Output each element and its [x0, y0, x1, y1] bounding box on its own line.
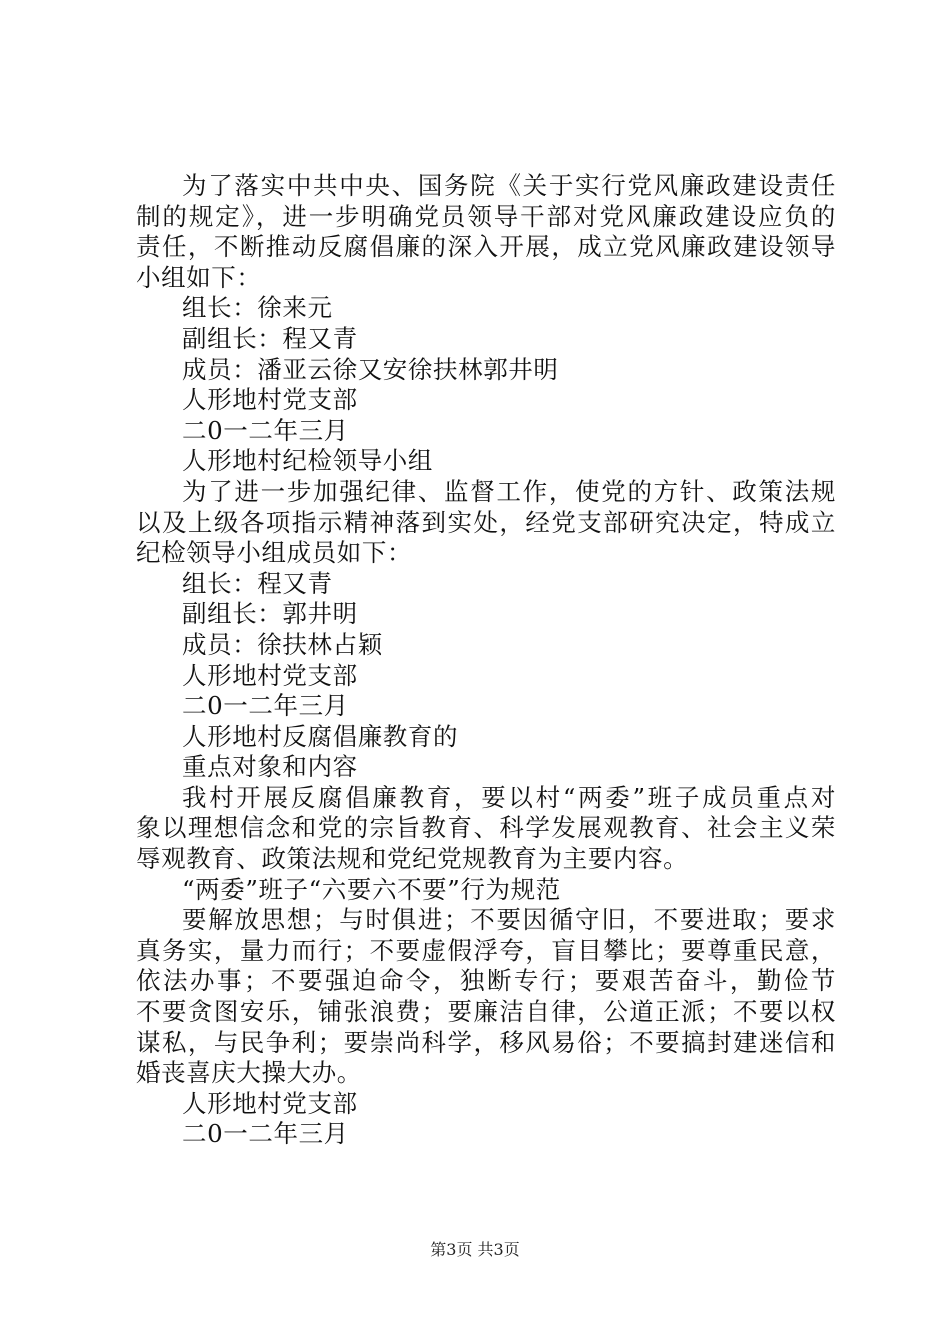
- text-line: 以及上级各项指示精神落到实处，经党支部研究决定，特成立: [136, 507, 836, 537]
- page-footer: 第3页 共3页: [430, 1240, 520, 1259]
- text-line: 组长：程又青: [182, 568, 333, 598]
- text-line: 制的规定》，进一步明确党员领导干部对党风廉政建设应负的: [136, 201, 836, 231]
- text-line: 二0一二年三月: [182, 1119, 349, 1149]
- text-line: 副组长：程又青: [182, 323, 358, 353]
- text-line: 我村开展反腐倡廉教育，要以村“两委”班子成员重点对: [182, 782, 836, 812]
- text-line: 二0一二年三月: [182, 415, 349, 445]
- text-line: 婚丧喜庆大操大办。: [136, 1058, 362, 1088]
- text-line: 象以理想信念和党的宗旨教育、科学发展观教育、社会主义荣: [136, 813, 836, 843]
- text-line: 人形地村反腐倡廉教育的: [182, 721, 459, 751]
- text-line: 二0一二年三月: [182, 691, 349, 721]
- text-line: 人形地村党支部: [182, 385, 358, 415]
- text-line: 重点对象和内容: [182, 752, 358, 782]
- text-line: 副组长：郭井明: [182, 599, 358, 629]
- text-line: 为了落实中共中央、国务院《关于实行党风廉政建设责任: [182, 171, 836, 200]
- text-line: 纪检领导小组成员如下：: [136, 538, 413, 568]
- text-line: 辱观教育、政策法规和党纪党规教育为主要内容。: [136, 844, 689, 874]
- text-line: 责任，不断推动反腐倡廉的深入开展，成立党风廉政建设领导: [136, 232, 836, 262]
- text-line: 为了进一步加强纪律、监督工作，使党的方针、政策法规: [182, 476, 836, 506]
- text-line: 小组如下：: [136, 262, 262, 292]
- text-line: 人形地村党支部: [182, 660, 358, 690]
- text-line: 要解放思想；与时俱进；不要因循守旧，不要进取；要求: [182, 905, 836, 935]
- text-line: “两委”班子“六要六不要”行为规范: [182, 874, 561, 904]
- text-line: 成员：徐扶林占颖: [182, 629, 383, 659]
- text-line: 谋私，与民争利；要崇尚科学，移风易俗；不要搞封建迷信和: [136, 1027, 836, 1057]
- text-line: 成员：潘亚云徐又安徐扶林郭井明: [182, 354, 559, 384]
- text-line: 人形地村党支部: [182, 1088, 358, 1118]
- text-line: 依法办事；不要强迫命令，独断专行；要艰苦奋斗，勤俭节: [136, 966, 836, 996]
- text-line: 真务实，量力而行；不要虚假浮夸，盲目攀比；要尊重民意，: [136, 935, 836, 965]
- text-line: 人形地村纪检领导小组: [182, 446, 433, 476]
- document-body: [136, 171, 836, 1150]
- text-line: 组长：徐来元: [182, 293, 333, 323]
- text-line: 不要贪图安乐，铺张浪费；要廉洁自律，公道正派；不要以权: [136, 997, 836, 1027]
